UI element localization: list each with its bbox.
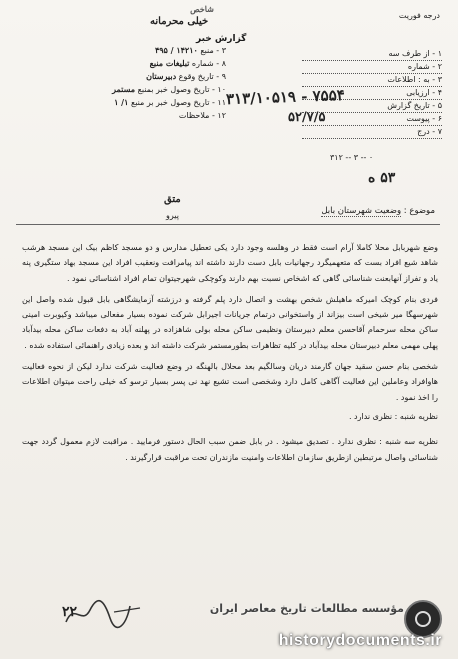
body-paragraph: شخصی بنام حسن سقید جهان گارمند دریان وسالگیم بعد محلال بالهنگه در وضع فعالیت شرکت ندارد لیکن از نحوه فعالیت هاوافراد وعاملین این فعالیت آگاهی کامل دارد وشخصی است تشیع نهد نی پسر بسیار ترسو که خیلی راحت میتوان اطلاعات را اخذ نمود . xyxy=(22,362,438,402)
right-field: ۵ - تاریخ گزارش xyxy=(302,100,442,113)
subject-line: موضوع : وضعیت شهرستان بابل xyxy=(321,206,435,216)
opinion-paragraph: نظریه سه شنبه : نظری ندارد . تصدیق میشود . در بابل ضمن سبب الحال دستور فرمایید . مراقبت لازم معمول گردد جهت شناسائی واصال مرتبطین ازطریق سازمان اطلاعات وامنیت مازندران تحت مراقبت قرارگیرند . xyxy=(22,437,438,462)
stamp-mark: شاخص xyxy=(189,3,215,15)
reference-number: ۳۱۳/۱۰۵۱۹ - ۷۵۵۴ xyxy=(225,85,346,109)
left-field: ۱۰ - تاریخ وصول خبر بمنبع مستمر xyxy=(112,84,226,94)
right-field: ۷ - درج xyxy=(302,126,442,139)
right-field: ۴ - ارزیابی xyxy=(302,87,442,100)
reference-date: ۵۲/۷/۵ xyxy=(288,110,326,125)
classification-label: خیلی محرمانه xyxy=(150,16,209,27)
left-header-fields xyxy=(16,44,226,122)
document-code: ۵۳ ه xyxy=(368,170,396,186)
right-field: ۳ - به : اطلاعات xyxy=(302,74,442,87)
left-field: ۹ - تاریخ وقوع دبیرستان xyxy=(146,71,226,81)
opinion-line: نظریه شنبه : نظری ندارد . xyxy=(348,411,438,421)
right-field: ۶ - پیوست xyxy=(302,113,442,126)
watermark xyxy=(178,598,448,654)
urgency-label: درجه فوریت xyxy=(398,11,440,20)
code-line: ۳۱۲ -- ۳ -- ۰ xyxy=(330,153,374,162)
left-field: ۱۲ - ملاحظات xyxy=(178,111,226,120)
body-paragraph: وضع شهربابل محلا کاملا آرام است فقط در وهلسه وجود دارد یکی تعطیل مدارس و دو مسجد کاظم بیک این مسجد هرشب شاهد شیع افراد بست که متعهمیگرد رجهانیات بابل دست دارند داشته اند پیامرافت ونعقیب افراد این مسجد بهاد ستگیری پنه یاد و تفراز آنهابعنت شناسائی گاهی که اشخاص نسبت بهم دارند وکوچکی شهرجیتوان تمام افراد اشناسائی نمود . xyxy=(22,243,438,283)
report-body xyxy=(22,240,438,465)
right-field: ۱ - از طرف سه xyxy=(302,48,442,61)
signature-number: ۲۲ xyxy=(62,604,78,620)
left-field: ۱۱ - تاریخ وصول خبر بر منبع ۱/ ۱ xyxy=(114,97,226,107)
report-title: گزارش خبر xyxy=(196,34,247,44)
left-field: ۸ - شماره تبلیغات منبع xyxy=(149,58,226,68)
side-mark: پیرو xyxy=(166,211,179,220)
body-paragraph: فردی بنام کوچک امیرکه ماهیلش شخص بهشت و اتصال دارد پلم گرفته و درزشته آزمایشگاهی بابل قبول شده واصل این شهرسهگا میر شیخی است بیزاند از واستخوانی درتمام جریانات اجیرابل شرکت نموده بسیار مفعالی میباشد وکیوبرت امینی ساکن محله سرحمام آقاحسن معلم دبیرستان ونظیمی ساکن محله بولی شاهزاده در پهلنه آباد به دفعات ساکن محله بیدآباد پهلی مهمی معلم دبیرستان محله بیدآباد در کلیه تظاهرات بطورمستمر شرکت داشته اند و بعده زیادی راهنمائی استفاده شده . xyxy=(22,294,438,350)
left-field: ۳ - منبع ۱۴۲۱۰ / ۴۹۵ xyxy=(154,45,226,55)
right-field: ۲ - شماره xyxy=(302,61,442,74)
watermark-site: historydocuments.ir xyxy=(278,632,442,649)
subject-value: وضعیت شهرستان بابل xyxy=(321,206,402,216)
side-mark: متق xyxy=(164,194,181,205)
divider xyxy=(16,224,440,225)
subject-label: موضوع xyxy=(409,206,435,216)
watermark-title: مؤسسه مطالعات تاریخ معاصر ایران xyxy=(209,602,404,615)
